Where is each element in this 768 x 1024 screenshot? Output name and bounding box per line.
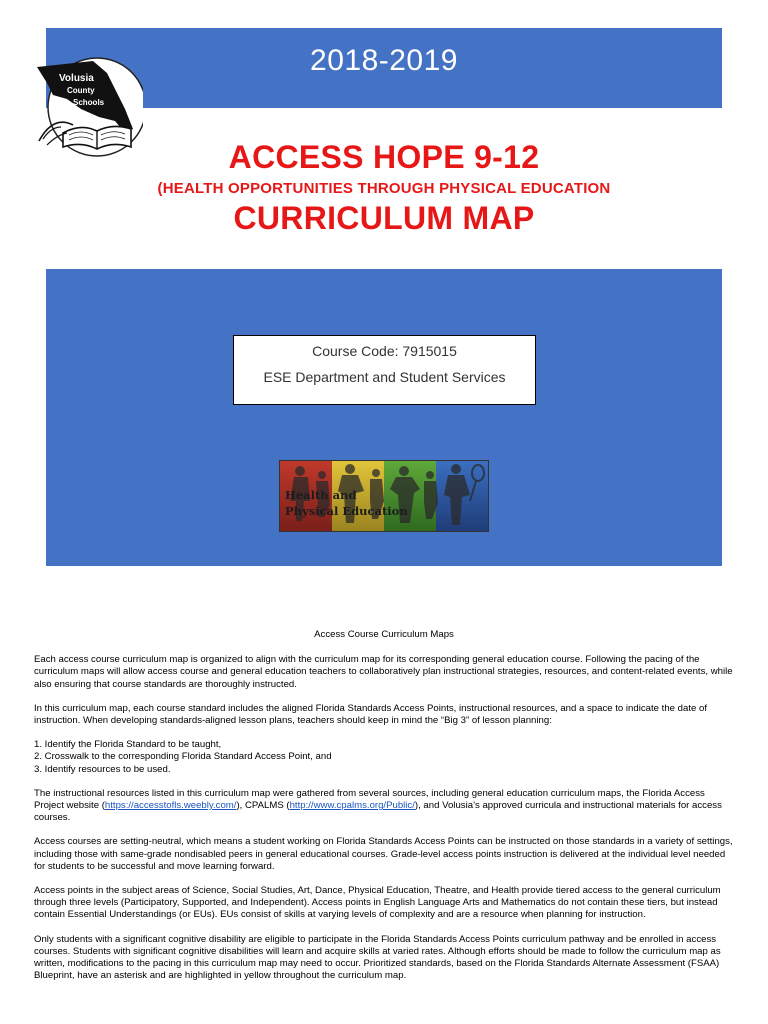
big-3-list xyxy=(34,739,734,776)
course-code: Course Code: 7915015 xyxy=(312,343,457,359)
course-info-box xyxy=(233,335,536,405)
paragraph-6: Only students with a significant cognitive disability are eligible to participate in the Florida Standards Access Points curriculum pathway and be enrolled in access courses. Students with significant cognitive disabilities will learn and acquire skills at varied rates. Although efforts should be made to follow the curriculum map as written, modifications to the pacing in this curriculum map may need to occur. Prioritized standards, based on the Florida Standards Alternate Assessment (FSAA) Blueprint, have an asterisk and are highlighted in yellow throughout the curriculum map. xyxy=(34,933,721,982)
list-item: 1. Identify the Florida Standard to be taught, xyxy=(34,739,222,751)
section-heading: Access Course Curriculum Maps xyxy=(314,629,454,640)
logo-text-schools: Schools xyxy=(73,98,105,107)
paragraph-1: Each access course curriculum map is organized to align with the curriculum map for its corresponding general education course. Following the pacing of the curriculum maps will allow access course and general education teachers to collaboratively plan instructional strategies, resources, and content-related events, while also ensuring that course standards are thoroughly instructed. xyxy=(34,654,733,690)
list-item: 2. Crosswalk to the corresponding Florida Standard Access Point, and xyxy=(34,751,332,763)
paragraph-3-text-b: ), CPALMS ( xyxy=(236,800,290,812)
list-item: 3. Identify resources to be used. xyxy=(34,763,171,775)
blue-panel xyxy=(46,269,722,566)
curriculum-map-title: CURRICULUM MAP xyxy=(233,200,535,236)
paragraph-3 xyxy=(34,788,734,825)
health-pe-image xyxy=(279,460,489,532)
caption-line-2: Physical Education xyxy=(285,504,408,518)
cpalms-link[interactable]: http://www.cpalms.org/Public/ xyxy=(289,800,415,812)
caption-line-1: Health and xyxy=(285,488,357,502)
school-year: 2018-2019 xyxy=(310,44,458,77)
paragraph-5: Access points in the subject areas of Science, Social Studies, Art, Dance, Physical Education, Theatre, and Health provide tiered access to the general curriculum through three levels (Participatory, Supported, and Independent). Access points in English Language Arts and Mathematics do not contain these tiers, but instead contain Essential Understandings (or EUs). EUs consist of skills at varying levels of complexity and are a resource when planning for instruction. xyxy=(34,885,721,921)
logo-text-volusia: Volusia xyxy=(59,73,94,84)
paragraph-2: In this curriculum map, each course standard includes the aligned Florida Standards Access Points, instructional resources, and a space to indicate the date of instruction. When developing standards-aligned lesson plans, teachers should keep in mind the “Big 3” of lesson planning: xyxy=(34,702,708,727)
paragraph-3-text-c: ), and Volusia’s approved curricula and instructional materials for access courses. xyxy=(34,800,722,824)
top-banner xyxy=(46,28,722,108)
image-caption xyxy=(285,487,408,519)
course-subtitle: (HEALTH OPPORTUNITIES THROUGH PHYSICAL EDUCATION xyxy=(157,180,611,197)
department-name: ESE Department and Student Services xyxy=(263,369,506,385)
document-body xyxy=(34,629,734,994)
paragraph-4: Access courses are setting-neutral, which means a student working on Florida Standards Access Points can be instructed on those standards in a variety of settings, including those with same-grade nondisabled peers in general educational courses. Grade-level access points instruction is delivered at the individual level needed for students to be successful and move learning forward. xyxy=(34,836,733,872)
course-title: ACCESS HOPE 9-12 xyxy=(228,139,540,175)
paragraph-3-text-a: The instructional resources listed in this curriculum map were gathered from several sources, including general education curriculum maps, the Florida Access Project website ( xyxy=(34,787,705,812)
logo-text-county: County xyxy=(67,86,95,95)
accesstofls-link[interactable]: https://accesstofls.weebly.com/ xyxy=(104,800,237,812)
